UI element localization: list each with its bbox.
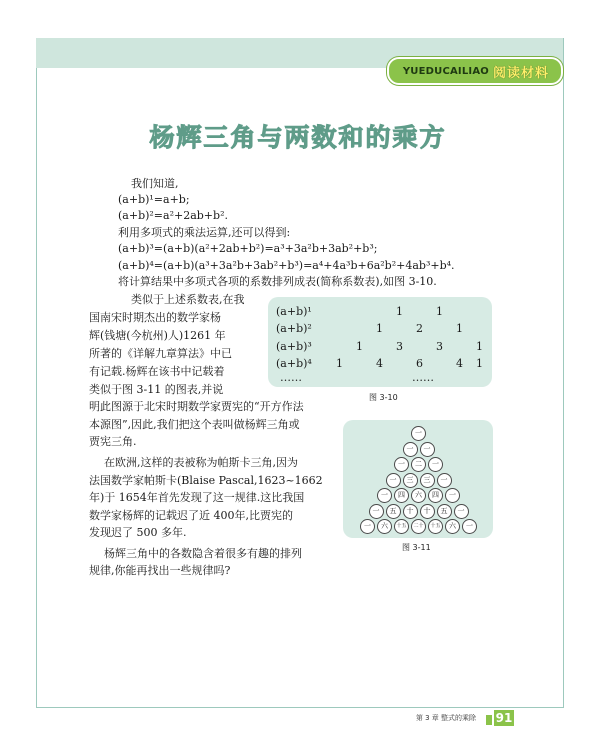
figure-3-11-caption: 图 3-11 — [402, 543, 431, 552]
fig11-cell: 十 — [403, 504, 418, 519]
para2-line: 发现迟了 500 多年. — [89, 526, 187, 539]
footer-accent-bar — [486, 715, 492, 725]
fig10-row-label: (a+b)² — [276, 322, 312, 335]
fig11-cell: 一 — [411, 426, 426, 441]
fig11-cell: 二十 — [411, 519, 426, 534]
fig11-cell: 四 — [394, 488, 409, 503]
para2-line: 法国数学家帕斯卡(Blaise Pascal,1623~1662 — [89, 474, 323, 487]
page-footer — [0, 708, 596, 728]
fig10-row-label: (a+b)⁴ — [276, 357, 312, 370]
fig11-cell: 六 — [411, 488, 426, 503]
fig10-row-label: (a+b)³ — [276, 340, 312, 353]
fig10-ellipsis: …… — [412, 371, 434, 384]
intro-line-3: 将计算结果中多项式各项的系数排列成表(简称系数表),如图 3-10. — [118, 275, 437, 288]
equation-3: (a+b)³=(a+b)(a²+2ab+b²)=a³+3a²b+3ab²+b³; — [118, 242, 378, 255]
fig10-coeff: 4 — [456, 357, 463, 370]
para1-line: 类似于图 3-11 的图表,并说 — [89, 383, 224, 396]
section-tag-latin: YUEDUCAILIAO — [402, 65, 489, 77]
fig11-cell: 五 — [386, 504, 401, 519]
fig10-coeff: 1 — [396, 305, 403, 318]
fig10-coeff: 3 — [396, 340, 403, 353]
fig11-cell: 六 — [445, 519, 460, 534]
para1-line: 本源图”,因此,我们把这个表叫做杨辉三角或 — [89, 418, 300, 431]
fig10-row-label: (a+b)¹ — [276, 305, 312, 318]
para3-line: 杨辉三角中的各数隐含着很多有趣的排列 — [104, 547, 302, 560]
fig11-cell: 五 — [437, 504, 452, 519]
section-tag-label: 阅读材料 — [492, 65, 549, 81]
para1-line: 辉(钱塘(今杭州)人)1261 年 — [89, 329, 226, 342]
para1-line: 贾宪三角. — [89, 435, 137, 448]
chapter-label: 第 3 章 整式的乘除 — [415, 714, 476, 722]
fig11-cell: 一 — [428, 457, 443, 472]
intro-line-2: 利用多项式的乘法运算,还可以得到: — [118, 226, 291, 239]
fig10-coeff: 3 — [436, 340, 443, 353]
fig11-cell: 一 — [386, 473, 401, 488]
fig11-cell: 一 — [377, 488, 392, 503]
fig10-ellipsis: …… — [280, 371, 302, 384]
para2-line: 年)于 1654年首先发现了这一规律.这比我国 — [89, 491, 305, 504]
fig10-coeff: 1 — [356, 340, 363, 353]
fig10-coeff: 4 — [376, 357, 383, 370]
fig11-cell: 六 — [377, 519, 392, 534]
equation-2: (a+b)²=a²+2ab+b². — [118, 209, 228, 222]
page-title: 杨辉三角与两数和的乘方 — [149, 123, 447, 152]
fig10-coeff: 2 — [416, 322, 423, 335]
fig11-cell: 四 — [428, 488, 443, 503]
fig11-cell: 十 — [420, 504, 435, 519]
fig11-cell: 三 — [420, 473, 435, 488]
fig11-cell: 一 — [403, 442, 418, 457]
intro-line-1: 我们知道, — [131, 177, 179, 190]
fig10-coeff: 6 — [416, 357, 423, 370]
fig10-coeff: 1 — [376, 322, 383, 335]
fig10-coeff: 1 — [476, 357, 483, 370]
fig11-cell: 十五 — [394, 519, 409, 534]
fig10-coeff: 1 — [336, 357, 343, 370]
fig11-cell: 一 — [360, 519, 375, 534]
fig11-cell: 一 — [462, 519, 477, 534]
para2-line: 在欧洲,这样的表被称为帕斯卡三角,因为 — [104, 456, 298, 469]
fig11-cell: 三 — [403, 473, 418, 488]
para2-line: 数学家杨辉的记载迟了近 400年,比贾宪的 — [89, 509, 293, 522]
fig11-cell: 一 — [437, 473, 452, 488]
para1-line: 类似于上述系数表,在我 — [131, 293, 245, 306]
fig11-cell: 一 — [369, 504, 384, 519]
fig10-coeff: 1 — [456, 322, 463, 335]
para1-line: 所著的《详解九章算法》中已 — [89, 347, 232, 360]
fig10-coeff: 1 — [476, 340, 483, 353]
fig11-cell: 十五 — [428, 519, 443, 534]
fig11-cell: 一 — [445, 488, 460, 503]
fig10-coeff: 1 — [436, 305, 443, 318]
equation-1: (a+b)¹=a+b; — [118, 193, 190, 206]
para1-line: 明此图源于北宋时期数学家贾宪的“开方作法 — [89, 400, 304, 413]
fig11-cell: 一 — [454, 504, 469, 519]
para1-line: 国南宋时期杰出的数学家杨 — [89, 311, 221, 324]
fig11-cell: 二 — [411, 457, 426, 472]
figure-3-10-caption: 图 3-10 — [369, 393, 398, 402]
page-number: 91 — [495, 711, 513, 725]
section-tag — [387, 57, 563, 85]
equation-4: (a+b)⁴=(a+b)(a³+3a²b+3ab²+b³)=a⁴+4a³b+6a²b²+4ab³+b⁴. — [118, 259, 455, 272]
fig11-cell: 一 — [394, 457, 409, 472]
para1-line: 有记载.杨辉在该书中记载着 — [89, 365, 225, 378]
fig11-cell: 一 — [420, 442, 435, 457]
para3-line: 规律,你能再找出一些规律吗? — [89, 564, 231, 577]
